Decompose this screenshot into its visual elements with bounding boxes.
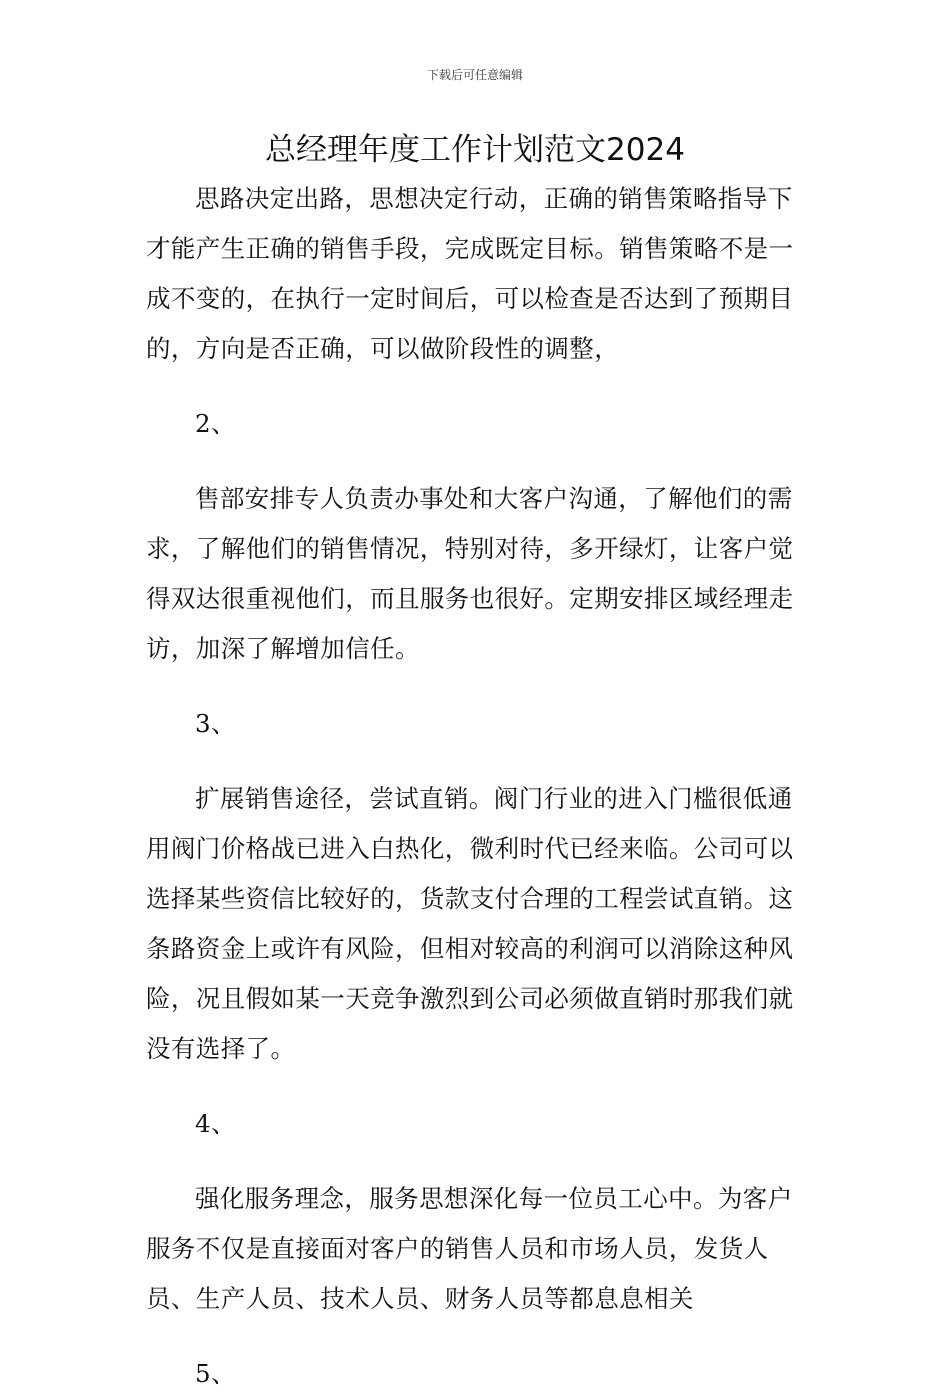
paragraph-section-2: 售部安排专人负责办事处和大客户沟通，了解他们的需求，了解他们的销售情况，特别对待，多开绿灯，让客户觉得双达很重视他们，而且服务也很好。定期安排区域经理走访，加深了解增加信任。 — [146, 484, 794, 663]
section-number-4: 4、 — [195, 1109, 236, 1138]
paragraph-intro: 思路决定出路，思想决定行动，正确的销售策略指导下才能产生正确的销售手段，完成既定目标。销售策略不是一成不变的，在执行一定时间后，可以检查是否达到了预期目的，方向是否正确，可以做阶段性的调整， — [146, 184, 794, 363]
paragraph-section-4: 强化服务理念，服务思想深化每一位员工心中。为客户服务不仅是直接面对客户的销售人员和市场人员，发货人员、生产人员、技术人员、财务人员等都息息相关 — [146, 1184, 793, 1313]
spacer — [146, 1074, 808, 1099]
spacer — [146, 674, 808, 699]
spacer — [146, 374, 808, 399]
document-title: 总经理年度工作计划范文2024 — [265, 132, 685, 168]
document-body — [146, 174, 808, 1399]
spacer — [146, 449, 808, 474]
paragraph-section-3: 扩展销售途径，尝试直销。阀门行业的进入门槛很低通用阀门价格战已进入白热化，微利时代已经来临。公司可以选择某些资信比较好的，货款支付合理的工程尝试直销。这条路资金上或许有风险，但相对较高的利润可以消除这种风险，况且假如某一天竞争激烈到公司必须做直销时那我们就没有选择了。 — [146, 784, 794, 1063]
section-number-2: 2、 — [195, 409, 236, 438]
spacer — [146, 1149, 808, 1174]
section-number-3: 3、 — [195, 709, 236, 738]
spacer — [146, 749, 808, 774]
header-note: 下载后可任意编辑 — [426, 68, 523, 82]
section-number-5: 5、 — [195, 1359, 236, 1388]
spacer — [146, 1324, 808, 1349]
